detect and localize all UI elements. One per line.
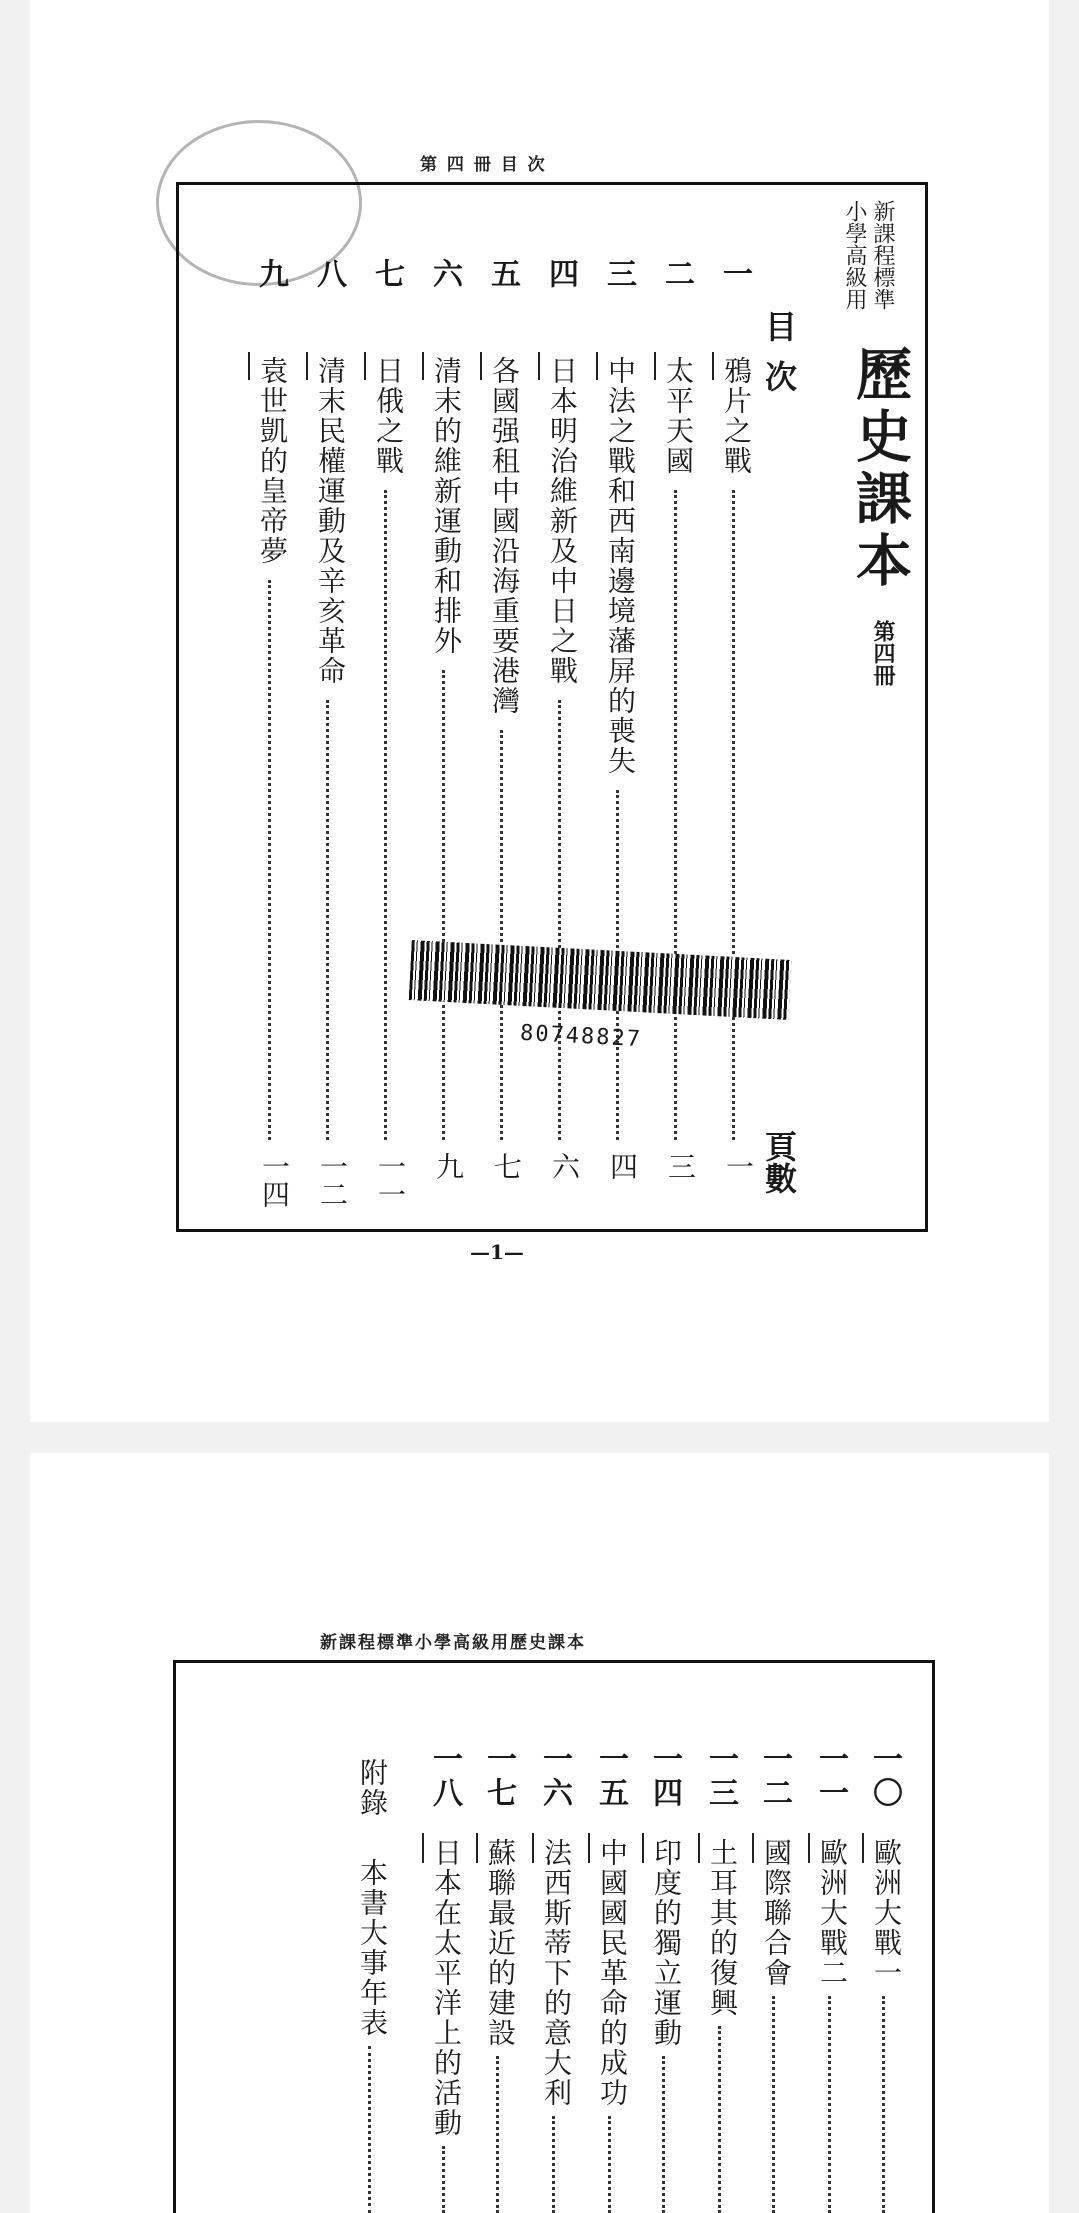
entry-marker [712, 352, 714, 380]
entry-number: 一四 [647, 1743, 682, 1811]
entry-number: 七 [369, 258, 404, 292]
entry-marker [422, 1833, 424, 1863]
leader-dots [882, 1996, 885, 2213]
leader-dots [608, 2116, 611, 2213]
entry-marker [752, 1833, 754, 1863]
leader-dots [674, 490, 677, 1140]
entry-number: 一六 [537, 1743, 572, 1811]
leader-dots [442, 2146, 445, 2213]
scan-page-1 [30, 0, 1049, 1422]
entry-number: 一 [717, 258, 752, 292]
entry-number: 一五 [593, 1743, 628, 1811]
entry-number: 九 [253, 258, 288, 292]
entry-marker [862, 1833, 864, 1863]
entry-title: 土耳其的復興 [706, 1838, 739, 2018]
entry-page: 七 [490, 1152, 523, 1180]
leader-dots [500, 730, 503, 1140]
entry-number: 一〇 [867, 1743, 902, 1811]
leader-dots [384, 490, 387, 1140]
leader-dots [718, 2026, 721, 2213]
entry-number: 一七 [481, 1743, 516, 1811]
barcode-number: 80748827 [519, 1020, 643, 1053]
entry-title: 日本在太平洋上的活動 [430, 1838, 463, 2138]
page-number: —1— [470, 1240, 524, 1264]
volume-label: 第四冊 [870, 620, 896, 686]
entry-number: 三 [601, 258, 636, 292]
entry-title: 中法之戰和西南邊境藩屏的喪失 [604, 356, 637, 776]
leader-dots [732, 490, 735, 1140]
leader-dots [442, 670, 445, 1140]
entry-title: 本書大事年表 [356, 1858, 389, 2038]
entry-marker [642, 1833, 644, 1863]
entry-title: 法西斯蒂下的意大利 [540, 1838, 573, 2108]
entry-marker [248, 352, 250, 380]
leader-dots [772, 1996, 775, 2213]
entry-number: 一八 [427, 1743, 462, 1811]
entry-marker [808, 1833, 810, 1863]
entry-title: 印度的獨立運動 [650, 1838, 683, 2048]
entry-number: 八 [311, 258, 346, 292]
entry-number: 二 [659, 258, 694, 292]
entry-title: 各國强租中國沿海重要港灣 [488, 356, 521, 716]
leader-dots [368, 2046, 371, 2213]
leader-dots [326, 700, 329, 1140]
leader-dots [662, 2056, 665, 2213]
book-title: 歷史課本 [847, 345, 913, 593]
entry-number: 四 [543, 258, 578, 292]
entry-title: 國際聯合會 [760, 1838, 793, 1988]
entry-number: 五 [485, 258, 520, 292]
entry-page: 一 [722, 1152, 755, 1180]
entry-title: 日俄之戰 [372, 356, 405, 476]
toc-frame [176, 182, 928, 1232]
entry-marker [538, 352, 540, 380]
toc-heading: 目次 [760, 310, 798, 410]
entry-marker [364, 352, 366, 380]
entry-page: 一四 [258, 1152, 291, 1208]
entry-title: 歐洲大戰一 [870, 1838, 903, 1988]
entry-title: 歐洲大戰二 [816, 1838, 849, 1988]
entry-marker [306, 352, 308, 380]
entry-title: 日本明治維新及中日之戰 [546, 356, 579, 686]
page-heading: 頁數 [760, 1130, 798, 1194]
entry-title: 袁世凱的皇帝夢 [256, 356, 289, 566]
running-header: 第 四 冊 目 次 [420, 155, 547, 175]
entry-marker [532, 1833, 534, 1863]
entry-title: 鴉片之戰 [720, 356, 753, 476]
leader-dots [496, 2056, 499, 2213]
entry-title: 清末民權運動及辛亥革命 [314, 356, 347, 686]
entry-page: 六 [548, 1152, 581, 1180]
leader-dots [558, 700, 561, 1140]
leader-dots [268, 580, 271, 1140]
entry-title: 清末的維新運動和排外 [430, 356, 463, 656]
entry-title: 蘇聯最近的建設 [484, 1838, 517, 2048]
running-header: 新課程標準小學高級用歷史課本 [320, 1633, 586, 1653]
series-line-2: 小學高級用 [842, 200, 867, 310]
entry-marker [698, 1833, 700, 1863]
leader-dots [552, 2116, 555, 2213]
entry-marker [596, 352, 598, 380]
entry-page: 九 [432, 1152, 465, 1180]
entry-marker [654, 352, 656, 380]
entry-marker [588, 1833, 590, 1863]
entry-title: 中國國民革命的成功 [596, 1838, 629, 2108]
appendix-label: 附錄 [356, 1758, 389, 1818]
entry-marker [422, 352, 424, 380]
entry-title: 太平天國 [662, 356, 695, 476]
entry-page: 一二 [316, 1152, 349, 1208]
entry-marker [480, 352, 482, 380]
entry-page: 一一 [374, 1152, 407, 1208]
entry-number: 一三 [703, 1743, 738, 1811]
leader-dots [828, 1996, 831, 2213]
scan-page-2 [30, 1453, 1049, 2213]
entry-marker [476, 1833, 478, 1863]
series-line-1: 新課程標準 [870, 200, 895, 310]
entry-page: 四 [606, 1152, 639, 1180]
entry-number: 一一 [813, 1743, 848, 1811]
entry-page: 三 [664, 1152, 697, 1180]
entry-number: 一二 [757, 1743, 792, 1811]
entry-number: 六 [427, 258, 462, 292]
